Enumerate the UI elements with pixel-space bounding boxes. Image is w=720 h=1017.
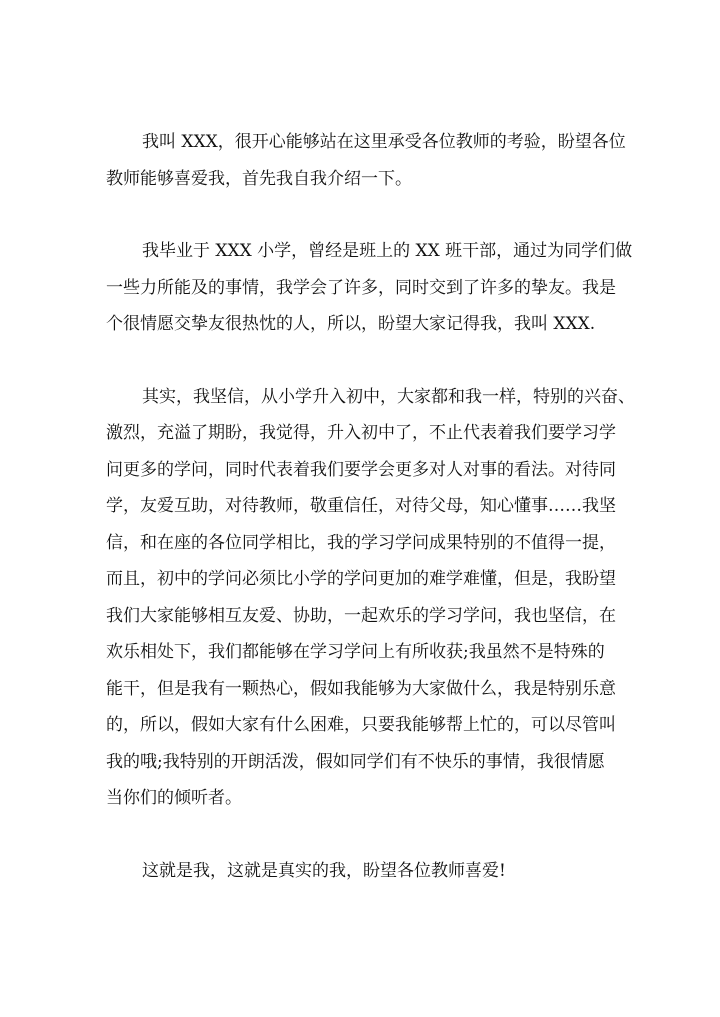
text-line: 其实，我坚信，从小学升入初中，大家都和我一样，特别的兴奋、 (142, 386, 635, 407)
text-line: 当你们的倾听者。 (106, 788, 242, 808)
text-line: 教师能够喜爱我，首先我自我介绍一下。 (106, 168, 412, 189)
text-line: 我们大家能够相互友爱、协助，一起欢乐的学习学问，我也坚信，在 (106, 605, 616, 626)
text-line: 一些力所能及的事情，我学会了许多，同时交到了许多的挚友。我是 (106, 277, 616, 298)
text-line: 能干，但是我有一颗热心，假如我能够为大家做什么，我是特别乐意 (106, 678, 616, 699)
document-body (106, 124, 635, 889)
text-line: 而且，初中的学问必须比小学的学问更加的难学难懂，但是，我盼望 (106, 569, 616, 589)
paragraph-background (106, 233, 633, 343)
paragraph-beliefs (106, 379, 635, 817)
text-line: 欢乐相处下，我们都能够在学习学问上有所收获;我虽然不是特殊的 (106, 642, 605, 662)
paragraph-closing (106, 853, 614, 890)
text-line: 信，和在座的各位同学相比，我的学习学问成果特别的不值得一提， (106, 532, 616, 553)
paragraph-introduction (106, 124, 626, 197)
text-line: 学，友爱互助，对待教师，敬重信任，对待父母，知心懂事……我坚 (106, 496, 616, 516)
text-line: 我叫 XXX，很开心能够站在这里承受各位教师的考验，盼望各位 (142, 132, 626, 152)
text-line: 的，所以，假如大家有什么困难，只要我能够帮上忙的，可以尽管叫 (106, 715, 616, 735)
text-line: 我毕业于 XXX 小学，曾经是班上的 XX 班干部，通过为同学们做 (142, 241, 633, 261)
text-line: 问更多的学问，同时代表着我们要学会更多对人对事的看法。对待同 (106, 459, 616, 480)
text-line: 我的哦;我特别的开朗活泼，假如同学们有不快乐的事情，我很情愿 (106, 751, 605, 772)
text-line: 这就是我，这就是真实的我，盼望各位教师喜爱! (142, 860, 506, 881)
text-line: 激烈，充溢了期盼，我觉得，升入初中了，不止代表着我们要学习学 (106, 423, 616, 443)
text-line: 个很情愿交挚友很热忱的人，所以，盼望大家记得我，我叫 XXX. (106, 314, 596, 334)
